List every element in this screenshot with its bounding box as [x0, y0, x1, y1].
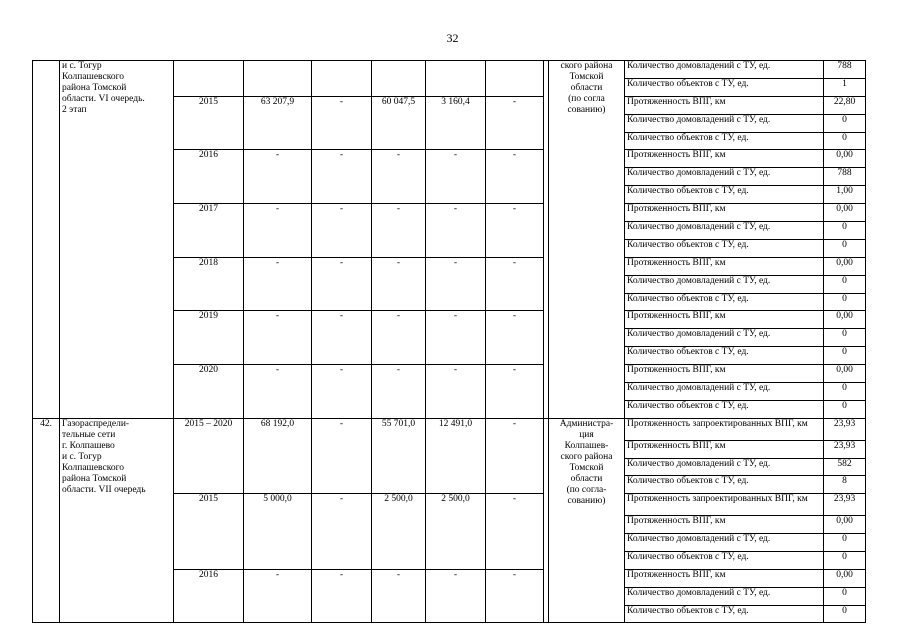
other-cell-text: - [512, 204, 517, 215]
regional-cell [372, 365, 426, 419]
indicator-label-text: Протяженность ВПГ, км [627, 365, 726, 376]
indicator-value [824, 186, 866, 204]
federal-cell [312, 96, 372, 150]
indicator-value-text: 0 [842, 534, 847, 545]
total-cell [244, 311, 312, 365]
executor [549, 418, 625, 623]
total-cell-text: - [275, 204, 280, 215]
regional-cell-text: 2 500,0 [384, 494, 413, 505]
empty-cell [174, 61, 244, 97]
indicator-value-text: 788 [837, 61, 852, 71]
indicator-value [824, 150, 866, 168]
indicator-label-text: Количество домовладений с ТУ, ед. [627, 275, 771, 286]
indicator-value-text: 23,93 [833, 418, 856, 429]
table-row [33, 418, 866, 440]
empty-cell [426, 61, 486, 97]
total-cell-text: 63 207,9 [260, 96, 295, 107]
indicator-label [625, 458, 824, 476]
indicator-value-text: 0,00 [836, 365, 853, 376]
year-cell-text: 2016 [199, 150, 218, 161]
regional-cell-text: - [396, 569, 401, 580]
total-cell-text: - [275, 257, 280, 268]
regional-cell-text: 55 701,0 [381, 418, 416, 429]
indicator-label-text: Количество объектов с ТУ, ед. [627, 78, 749, 89]
regional-cell-text: - [396, 204, 401, 215]
local-cell [426, 311, 486, 365]
indicator-label-text: Протяженность ВПГ, км [627, 311, 726, 322]
year-cell-text: 2020 [199, 365, 218, 376]
indicator-value [824, 293, 866, 311]
indicator-value-text: 0,00 [836, 257, 853, 268]
total-cell [244, 569, 312, 623]
indicator-value [824, 569, 866, 587]
total-cell [244, 418, 312, 494]
year-cell-text: 2018 [199, 257, 218, 268]
indicator-label-text: Протяженность запроектированных ВПГ, км [627, 494, 808, 505]
object-name [60, 61, 174, 419]
indicator-value-text: 0,00 [836, 516, 853, 527]
indicator-label-text: Количество домовладений с ТУ, ед. [627, 329, 771, 340]
other-cell [486, 418, 544, 494]
year-cell [174, 365, 244, 419]
indicator-label-text: Количество домовладений с ТУ, ед. [627, 458, 771, 469]
regional-cell-text: 60 047,5 [381, 96, 416, 107]
federal-cell [312, 204, 372, 258]
local-cell [426, 569, 486, 623]
year-cell-text: 2015 [199, 494, 218, 505]
total-cell-text: - [275, 569, 280, 580]
indicator-value [824, 222, 866, 240]
federal-cell [312, 569, 372, 623]
local-cell-text: 3 160,4 [441, 96, 470, 107]
indicator-label [625, 132, 824, 150]
empty-cell [486, 61, 544, 97]
indicator-value [824, 257, 866, 275]
indicator-label-text: Протяженность запроектированных ВПГ, км [627, 418, 808, 429]
other-cell [486, 150, 544, 204]
indicator-value-text: 0 [842, 347, 847, 358]
federal-cell [312, 311, 372, 365]
indicator-label-text: Количество объектов с ТУ, ед. [627, 239, 749, 250]
regional-cell [372, 150, 426, 204]
indicator-label-text: Количество объектов с ТУ, ед. [627, 132, 749, 143]
indicator-label-text: Количество домовладений с ТУ, ед. [627, 114, 771, 125]
row-number [33, 61, 60, 419]
indicator-value-text: 0 [842, 132, 847, 143]
other-cell-text: - [512, 569, 517, 580]
indicator-value-text: 23,93 [833, 440, 856, 451]
federal-cell-text: - [339, 96, 344, 107]
indicator-value-text: 1 [842, 78, 847, 89]
other-cell [486, 365, 544, 419]
regional-cell-text: - [396, 365, 401, 376]
table-row [33, 61, 866, 79]
local-cell-text: - [453, 311, 458, 322]
indicator-value-text: 0 [842, 587, 847, 598]
local-cell [426, 204, 486, 258]
indicator-value [824, 311, 866, 329]
indicator-value [824, 329, 866, 347]
year-cell [174, 418, 244, 494]
total-cell [244, 494, 312, 570]
indicator-label [625, 204, 824, 222]
indicator-label [625, 329, 824, 347]
total-cell-text: 68 192,0 [260, 418, 295, 429]
indicator-label-text: Протяженность ВПГ, км [627, 569, 726, 580]
indicator-value-text: 0,00 [836, 311, 853, 322]
indicator-value-text: 8 [842, 476, 847, 487]
indicator-label [625, 311, 824, 329]
empty-cell [244, 61, 312, 97]
indicator-label [625, 96, 824, 114]
local-cell-text: 12 491,0 [438, 418, 473, 429]
executor [549, 61, 625, 419]
indicator-value [824, 132, 866, 150]
indicator-value-text: 23,93 [833, 494, 856, 505]
indicator-label-text: Количество домовладений с ТУ, ед. [627, 587, 771, 598]
total-cell-text: - [275, 150, 280, 161]
page-number: 32 [446, 31, 459, 45]
local-cell-text: - [453, 569, 458, 580]
indicator-value-text: 788 [837, 168, 852, 179]
other-cell-text: - [512, 365, 517, 376]
federal-cell-text: - [339, 418, 344, 429]
indicator-value [824, 96, 866, 114]
local-cell-text: - [453, 365, 458, 376]
indicator-value [824, 605, 866, 623]
indicator-label [625, 347, 824, 365]
indicator-value-text: 0 [842, 222, 847, 233]
indicator-label [625, 587, 824, 605]
indicator-label [625, 551, 824, 569]
federal-cell-text: - [339, 311, 344, 322]
indicator-label-text: Протяженность ВПГ, км [627, 204, 726, 215]
indicator-value-text: 0,00 [836, 150, 853, 161]
indicator-value-text: 22,80 [833, 96, 856, 107]
indicator-label-text: Количество объектов с ТУ, ед. [627, 186, 749, 197]
indicator-label-text: Протяженность ВПГ, км [627, 96, 726, 107]
federal-cell-text: - [339, 569, 344, 580]
indicator-label-text: Протяженность ВПГ, км [627, 150, 726, 161]
indicator-value [824, 347, 866, 365]
regional-cell [372, 204, 426, 258]
year-cell [174, 150, 244, 204]
empty-cell [372, 61, 426, 97]
indicator-label [625, 494, 824, 516]
regional-cell [372, 494, 426, 570]
regional-cell-text: - [396, 257, 401, 268]
total-cell-text: 5 000,0 [263, 494, 292, 505]
indicator-value [824, 494, 866, 516]
indicator-label [625, 150, 824, 168]
indicator-label-text: Количество объектов с ТУ, ед. [627, 347, 749, 358]
other-cell [486, 311, 544, 365]
indicator-value-text: 0 [842, 551, 847, 562]
regional-cell [372, 569, 426, 623]
indicator-label-text: Количество домовладений с ТУ, ед. [627, 222, 771, 233]
other-cell [486, 569, 544, 623]
indicator-value-text: 582 [837, 458, 852, 469]
indicator-value [824, 239, 866, 257]
indicator-label [625, 275, 824, 293]
federal-cell [312, 494, 372, 570]
year-cell-text: 2015 [199, 96, 218, 107]
indicator-value-text: 1,00 [836, 186, 853, 197]
local-cell [426, 257, 486, 311]
regional-cell [372, 311, 426, 365]
indicator-value [824, 61, 866, 79]
other-cell-text: - [512, 257, 517, 268]
indicator-label-text: Количество домовладений с ТУ, ед. [627, 534, 771, 545]
federal-cell-text: - [339, 494, 344, 505]
indicator-value [824, 400, 866, 418]
federal-cell-text: - [339, 257, 344, 268]
program-table [32, 60, 866, 623]
indicator-value-text: 0 [842, 383, 847, 394]
indicator-label-text: Количество домовладений с ТУ, ед. [627, 61, 771, 71]
indicator-value [824, 78, 866, 96]
indicator-label-text: Количество объектов с ТУ, ед. [627, 400, 749, 411]
total-cell [244, 257, 312, 311]
year-cell [174, 494, 244, 570]
year-cell [174, 96, 244, 150]
indicator-value-text: 0,00 [836, 569, 853, 580]
indicator-label [625, 168, 824, 186]
indicator-value [824, 275, 866, 293]
federal-cell-text: - [339, 150, 344, 161]
other-cell-text: - [512, 311, 517, 322]
object-name-text: и с. Тогур Колпашевского района Томской области. VI очередь. 2 этап [62, 61, 145, 115]
indicator-value [824, 551, 866, 569]
local-cell [426, 96, 486, 150]
indicator-value [824, 587, 866, 605]
indicator-label-text: Протяженность ВПГ, км [627, 257, 726, 268]
indicator-value [824, 418, 866, 440]
regional-cell [372, 96, 426, 150]
indicator-label-text: Количество объектов с ТУ, ед. [627, 551, 749, 562]
indicator-label-text: Количество домовладений с ТУ, ед. [627, 168, 771, 179]
indicator-label-text: Протяженность ВПГ, км [627, 440, 726, 451]
indicator-value [824, 114, 866, 132]
indicator-label [625, 293, 824, 311]
indicator-label [625, 257, 824, 275]
other-cell-text: - [512, 150, 517, 161]
indicator-value [824, 365, 866, 383]
other-cell [486, 96, 544, 150]
local-cell-text: 2 500,0 [441, 494, 470, 505]
other-cell-text: - [512, 96, 517, 107]
indicator-label [625, 222, 824, 240]
indicator-label [625, 516, 824, 534]
other-cell [486, 204, 544, 258]
federal-cell [312, 418, 372, 494]
total-cell [244, 150, 312, 204]
year-cell [174, 204, 244, 258]
total-cell [244, 365, 312, 419]
total-cell [244, 96, 312, 150]
indicator-label [625, 476, 824, 494]
indicator-label-text: Количество объектов с ТУ, ед. [627, 293, 749, 304]
other-cell [486, 494, 544, 570]
indicator-label [625, 61, 824, 79]
year-cell [174, 257, 244, 311]
indicator-value [824, 383, 866, 401]
year-cell-text: 2019 [199, 311, 218, 322]
regional-cell [372, 418, 426, 494]
year-cell-text: 2016 [199, 569, 218, 580]
local-cell-text: - [453, 204, 458, 215]
indicator-value-text: 0 [842, 400, 847, 411]
indicator-value [824, 204, 866, 222]
indicator-value [824, 168, 866, 186]
indicator-value-text: 0 [842, 293, 847, 304]
indicator-value [824, 440, 866, 458]
regional-cell-text: - [396, 311, 401, 322]
indicator-label [625, 78, 824, 96]
indicator-label [625, 239, 824, 257]
indicator-value [824, 476, 866, 494]
executor-text: Администра- ция Колпашев- ского района Томской области (по согла- сованию) [559, 418, 614, 506]
indicator-label [625, 186, 824, 204]
object-name [60, 418, 174, 623]
indicator-label-text: Количество объектов с ТУ, ед. [627, 476, 749, 487]
indicator-label-text: Количество объектов с ТУ, ед. [627, 605, 749, 616]
indicator-label [625, 365, 824, 383]
indicator-label [625, 569, 824, 587]
federal-cell [312, 257, 372, 311]
federal-cell [312, 150, 372, 204]
local-cell-text: - [453, 150, 458, 161]
other-cell-text: - [512, 494, 517, 505]
regional-cell-text: - [396, 150, 401, 161]
indicator-label [625, 418, 824, 440]
indicator-label [625, 114, 824, 132]
indicator-value-text: 0 [842, 605, 847, 616]
federal-cell-text: - [339, 365, 344, 376]
indicator-value [824, 534, 866, 552]
empty-cell [312, 61, 372, 97]
indicator-label [625, 534, 824, 552]
total-cell-text: - [275, 365, 280, 376]
total-cell-text: - [275, 311, 280, 322]
object-name-text: Газораспредели- тельные сети г. Колпашево и с. Тогур Колпашевского района Томской области. VII очередь [62, 418, 146, 495]
indicator-value [824, 458, 866, 476]
row-number-text: 42. [40, 418, 52, 429]
year-cell [174, 311, 244, 365]
indicator-label [625, 605, 824, 623]
indicator-label [625, 383, 824, 401]
indicator-label [625, 400, 824, 418]
indicator-value-text: 0 [842, 239, 847, 250]
indicator-label [625, 440, 824, 458]
year-cell-text: 2015 – 2020 [184, 418, 233, 429]
local-cell [426, 418, 486, 494]
other-cell [486, 257, 544, 311]
executor-text: ского района Томской области (по согла сованию) [560, 61, 613, 115]
indicator-value-text: 0 [842, 329, 847, 340]
row-number [33, 418, 60, 623]
other-cell-text: - [512, 418, 517, 429]
regional-cell [372, 257, 426, 311]
local-cell-text: - [453, 257, 458, 268]
indicator-value-text: 0 [842, 114, 847, 125]
year-cell [174, 569, 244, 623]
indicator-value [824, 516, 866, 534]
indicator-label-text: Количество домовладений с ТУ, ед. [627, 383, 771, 394]
year-cell-text: 2017 [199, 204, 218, 215]
local-cell [426, 150, 486, 204]
indicator-value-text: 0,00 [836, 204, 853, 215]
indicator-value-text: 0 [842, 275, 847, 286]
total-cell [244, 204, 312, 258]
indicator-label-text: Протяженность ВПГ, км [627, 516, 726, 527]
federal-cell [312, 365, 372, 419]
local-cell [426, 365, 486, 419]
local-cell [426, 494, 486, 570]
federal-cell-text: - [339, 204, 344, 215]
